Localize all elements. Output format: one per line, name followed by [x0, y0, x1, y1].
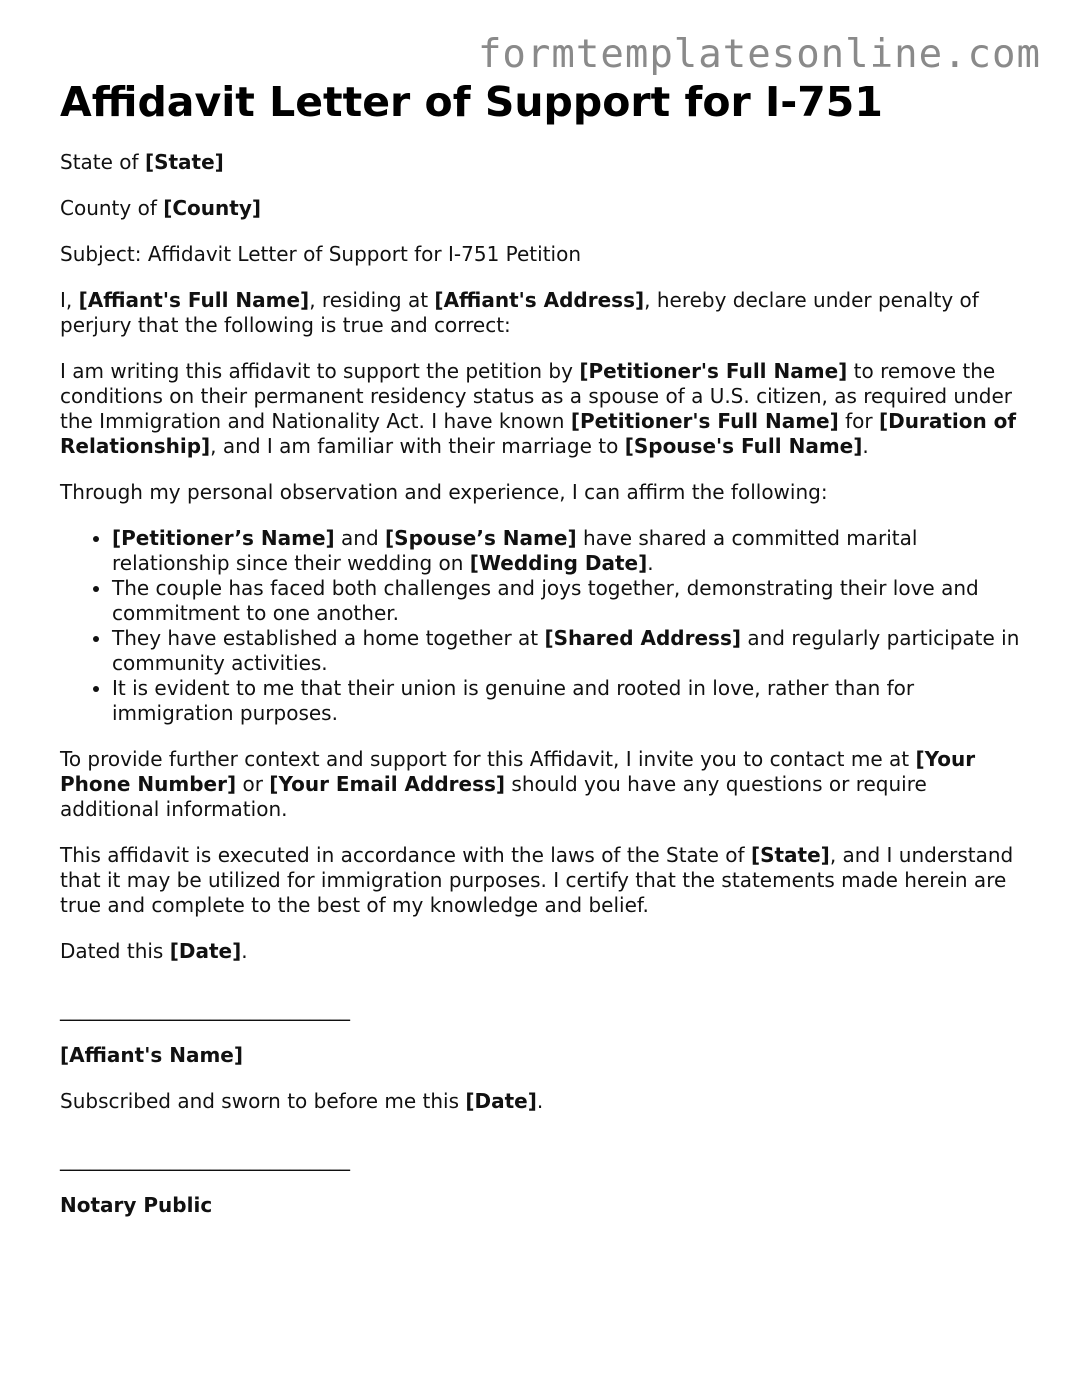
document-title: Affidavit Letter of Support for I-751 — [60, 78, 883, 126]
spouse-name-placeholder: [Spouse's Full Name] — [624, 434, 863, 458]
duration-placeholder: [Duration of Relationship] — [60, 409, 1017, 458]
date-placeholder: [Date] — [465, 1089, 537, 1113]
email-placeholder: [Your Email Address] — [269, 772, 506, 796]
state-line — [60, 150, 1020, 175]
text-span: , residing at — [309, 288, 435, 312]
text-span: or — [236, 772, 270, 796]
text-span: have shared a committed marital relationship since their wedding on — [112, 526, 918, 575]
text-span: Dated this — [60, 939, 170, 963]
purpose-paragraph — [60, 359, 1020, 459]
affiant-address-placeholder: [Affiant's Address] — [434, 288, 645, 312]
wedding-date-placeholder: [Wedding Date] — [469, 551, 648, 575]
text-span: and regularly participate in community activities. — [112, 626, 1020, 675]
text-span: , and I am familiar with their marriage to — [210, 434, 625, 458]
text-span: . — [241, 939, 248, 963]
affirmation-list — [60, 526, 1020, 726]
text-span: They have established a home together at — [112, 626, 545, 650]
text-span: for — [838, 409, 879, 433]
sworn-line — [60, 1089, 1020, 1114]
county-placeholder: [County] — [163, 196, 262, 220]
notary-signature-line: _____________________________ — [60, 1147, 350, 1171]
petitioner-placeholder: [Petitioner’s Name] — [112, 526, 335, 550]
text-span: should you have any questions or require additional information. — [60, 772, 927, 821]
text-span: Subscribed and sworn to before me this — [60, 1089, 466, 1113]
notary-label — [60, 1193, 1020, 1218]
execution-paragraph — [60, 843, 1020, 918]
list-item: • It is evident to me that their union is genuine and rooted in love, rather than for immigration purposes. — [112, 676, 1020, 726]
document-page — [60, 78, 1020, 1239]
list-item — [112, 526, 1020, 576]
text-span: , and I understand that it may be utilized for immigration purposes. I certify that the statements made herein are true and complete to the best of my knowledge and belief. — [60, 843, 1014, 917]
state-label: State of — [60, 150, 145, 174]
affiant-signature-line: _____________________________ — [60, 997, 350, 1021]
text-span: This affidavit is executed in accordance with the laws of the State of — [60, 843, 751, 867]
text-span: I, — [60, 288, 79, 312]
text-span: and — [334, 526, 386, 550]
county-label: County of — [60, 196, 164, 220]
date-placeholder: [Date] — [169, 939, 242, 963]
text-span: . — [862, 434, 869, 458]
watermark-text: formtemplatesonline.com — [477, 32, 1041, 77]
text-span: , hereby declare under penalty of perjury that the following is true and correct: — [60, 288, 979, 337]
county-line — [60, 196, 1020, 221]
dated-line — [60, 939, 1020, 964]
text-span: To provide further context and support for this Affidavit, I invite you to contact me at — [60, 747, 916, 771]
petitioner-name-placeholder: [Petitioner's Full Name] — [579, 359, 848, 383]
contact-paragraph — [60, 747, 1020, 822]
petitioner-name-placeholder: [Petitioner's Full Name] — [570, 409, 839, 433]
affiant-signature-name — [60, 1043, 1020, 1068]
observation-intro: Through my personal observation and experience, I can affirm the following: — [60, 480, 828, 504]
text-span: to remove the conditions on their permanent residency status as a spouse of a U.S. citizen, as required under the Immigration and Nationality Act. I have known — [60, 359, 1013, 433]
shared-address-placeholder: [Shared Address] — [544, 626, 741, 650]
text-span: I am writing this affidavit to support the petition by — [60, 359, 580, 383]
affiant-name-placeholder: [Affiant's Full Name] — [78, 288, 310, 312]
affiant-name-placeholder: [Affiant's Name] — [60, 1043, 243, 1067]
spouse-placeholder: [Spouse’s Name] — [385, 526, 577, 550]
declaration-paragraph — [60, 288, 1020, 338]
list-item — [112, 626, 1020, 676]
subject-line: Subject: Affidavit Letter of Support for I-751 Petition — [60, 242, 582, 266]
phone-placeholder: [Your Phone Number] — [60, 747, 976, 796]
text-span: . — [536, 1089, 544, 1113]
list-item: • The couple has faced both challenges and joys together, demonstrating their love and commitment to one another. — [112, 576, 1020, 626]
text-span: . — [647, 551, 654, 575]
notary-public-text: Notary Public — [60, 1193, 213, 1217]
state-placeholder: [State] — [144, 150, 224, 174]
state-placeholder: [State] — [750, 843, 830, 867]
